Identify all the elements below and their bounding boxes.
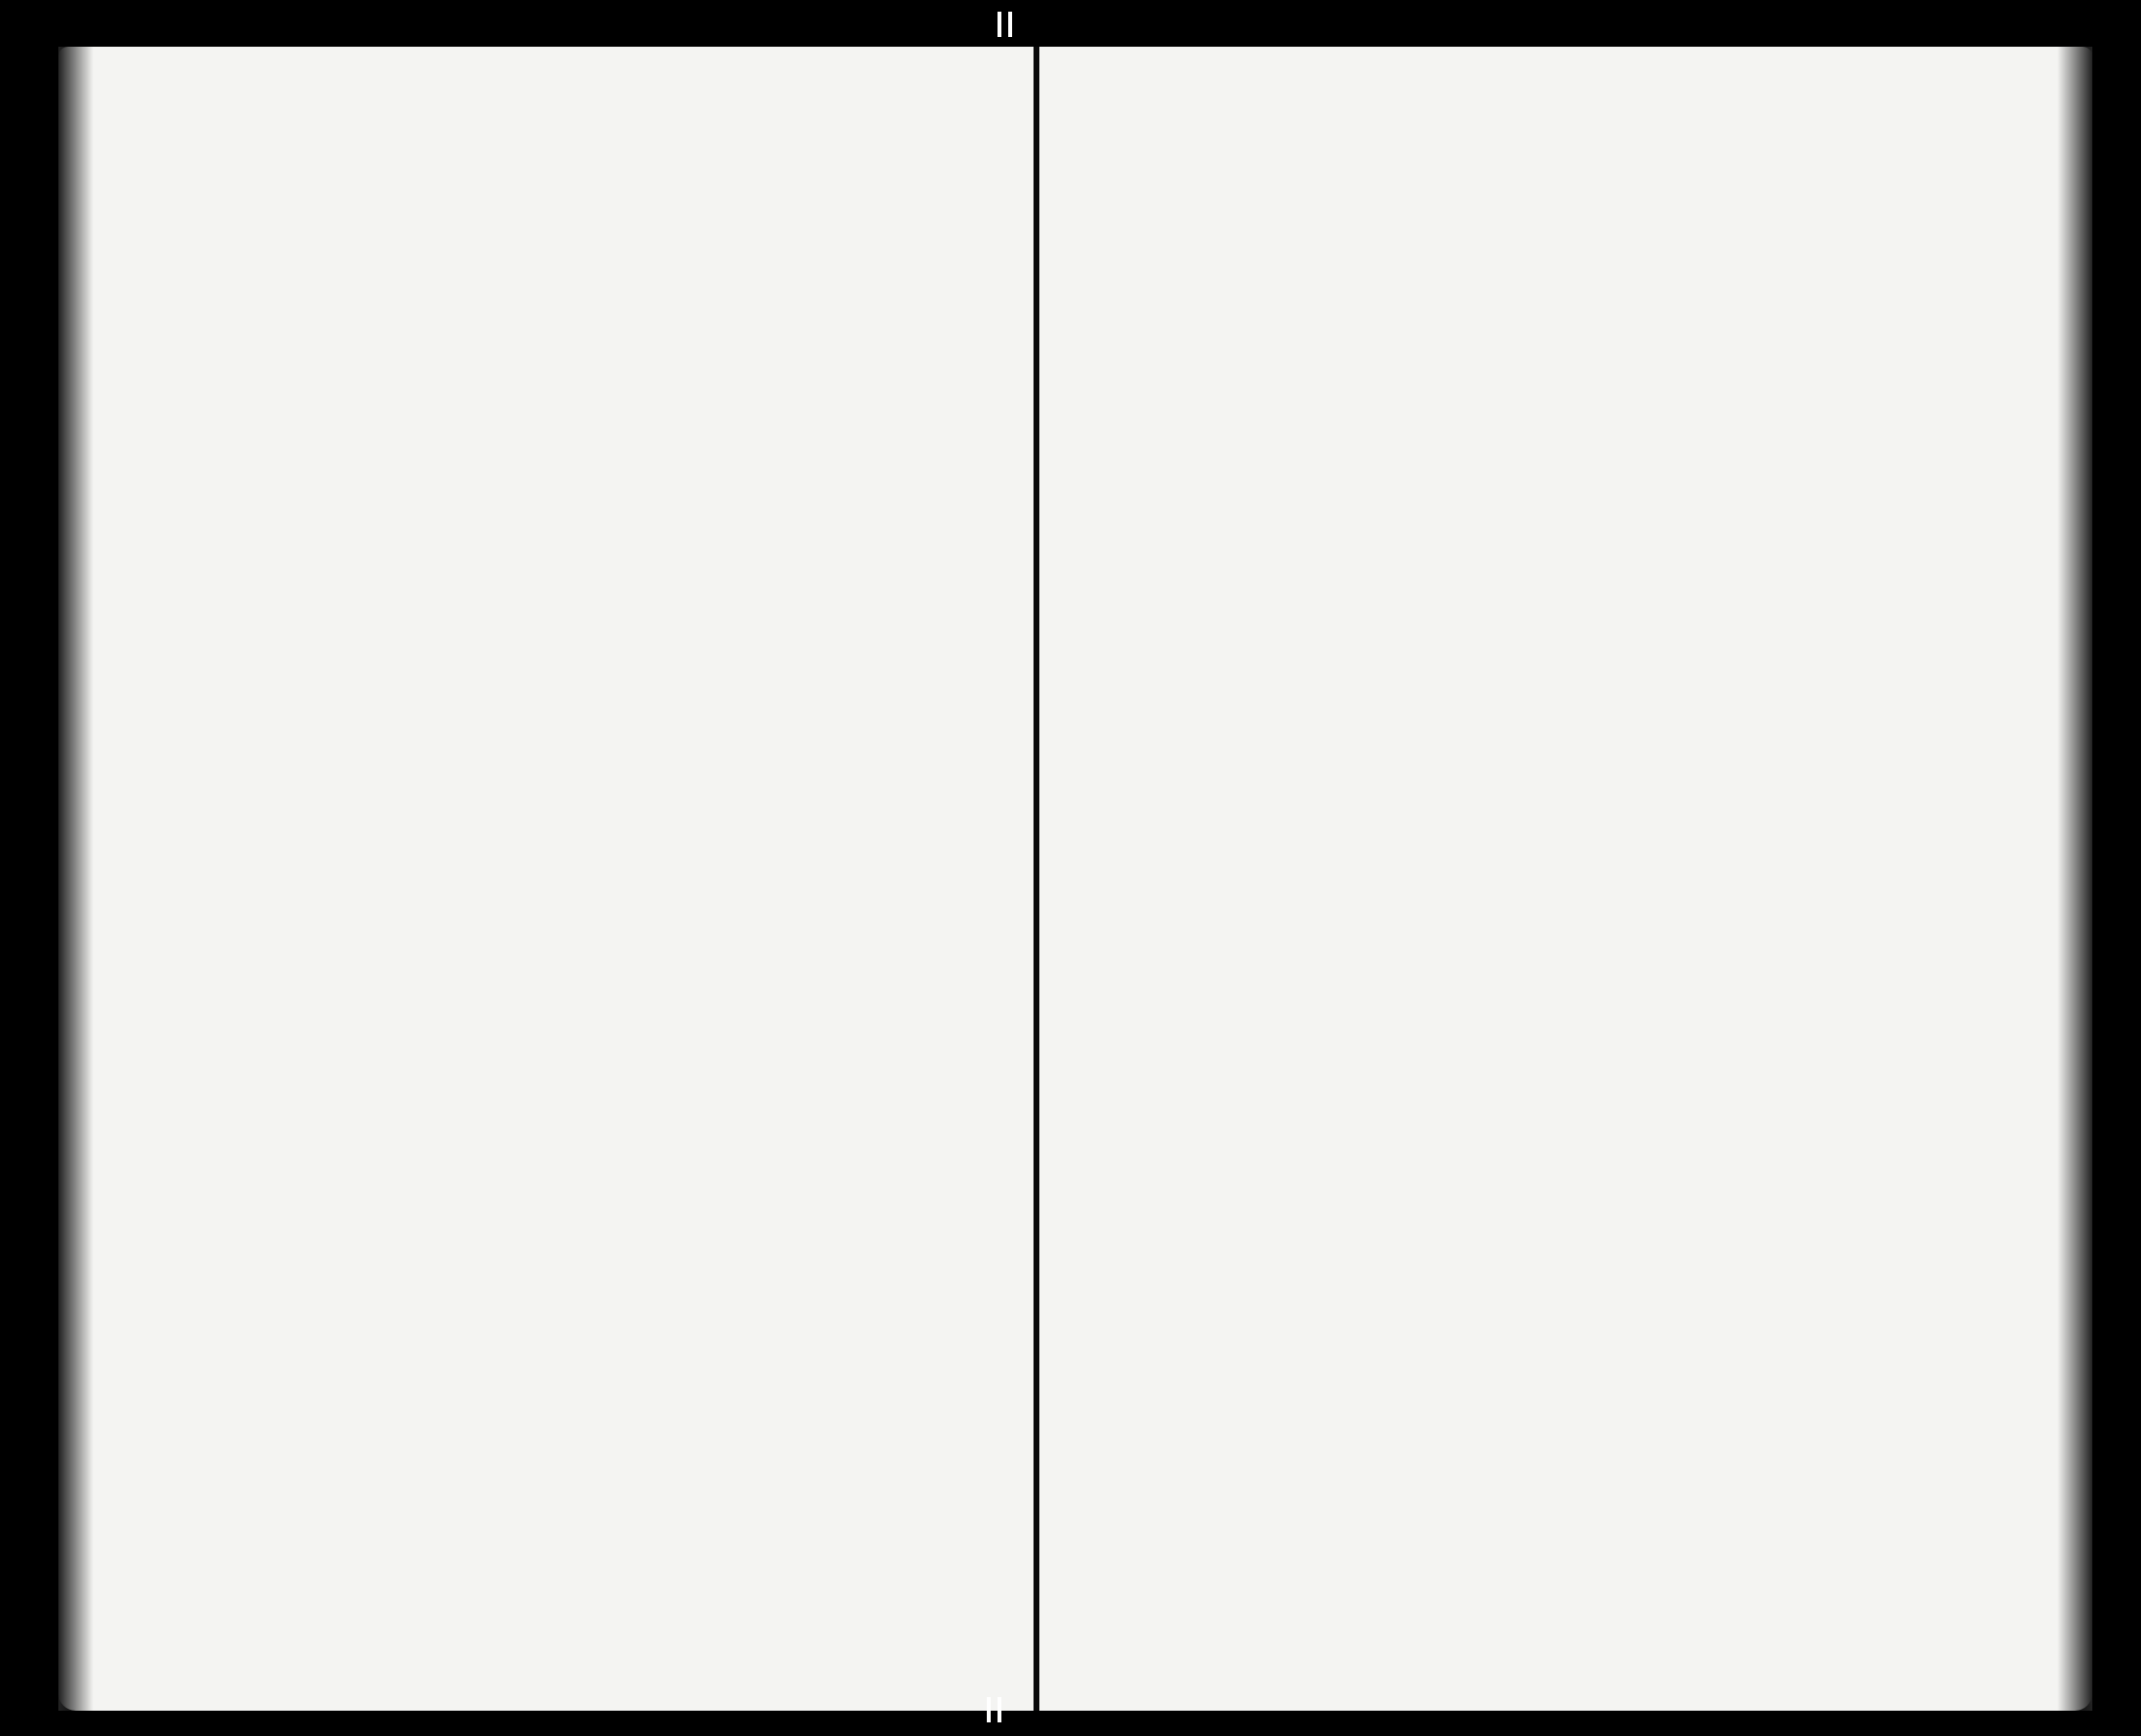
- film-marker-top-1: [998, 12, 1001, 37]
- film-marker-top-2: [1008, 12, 1012, 37]
- left-page: [58, 47, 1034, 1711]
- left-register-table: [58, 47, 1034, 1711]
- right-page: [1039, 47, 2092, 1711]
- film-marker-bottom-1: [987, 1697, 991, 1722]
- film-marker-bottom-2: [998, 1697, 1001, 1722]
- right-register-table: [1039, 47, 2092, 1711]
